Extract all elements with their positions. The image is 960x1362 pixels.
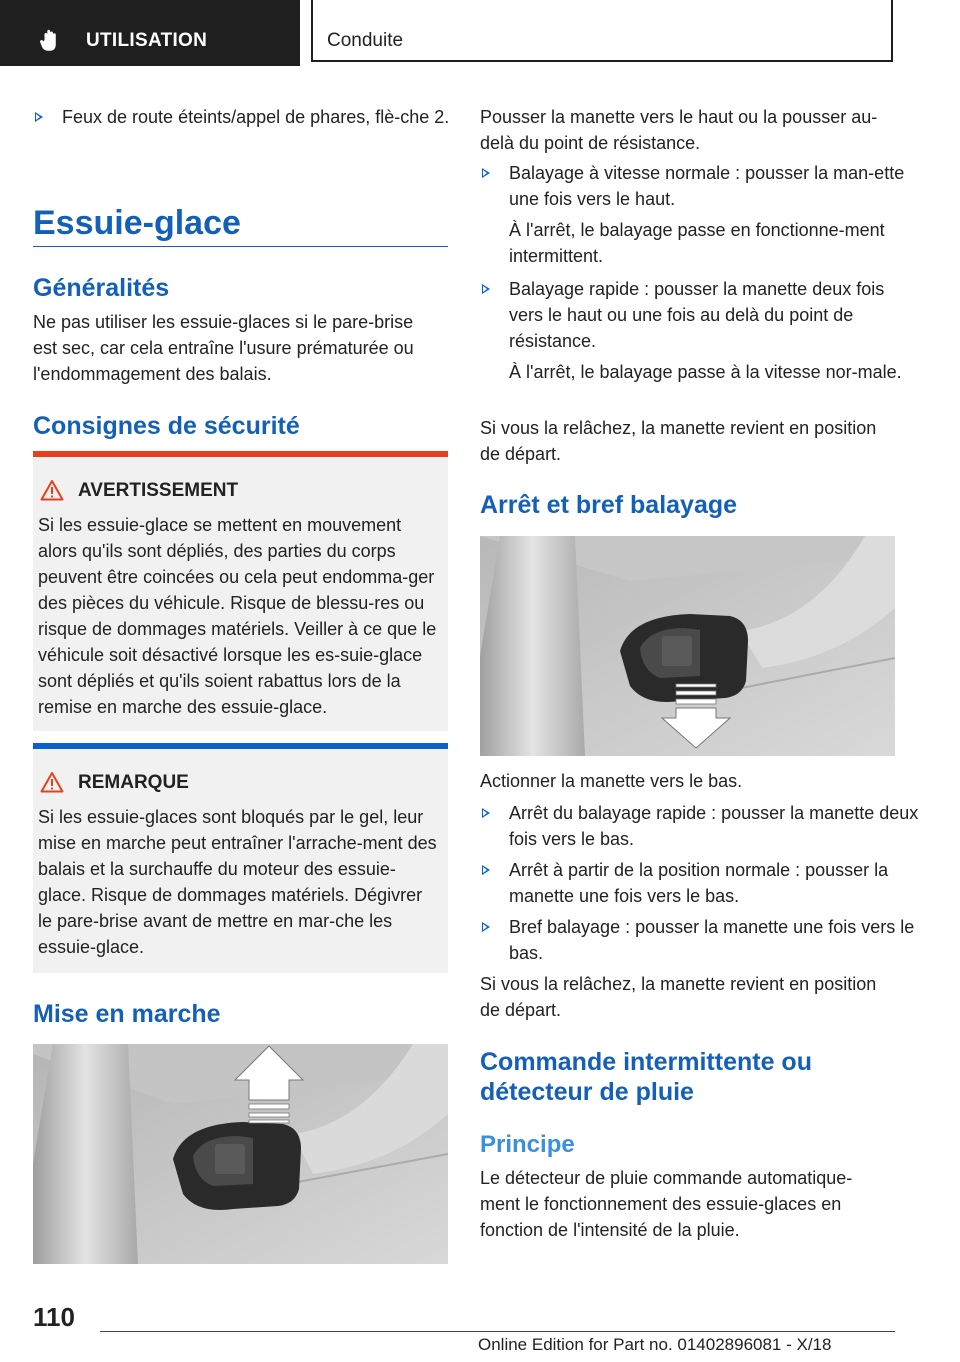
bullet-text: Arrêt du balayage rapide : pousser la manette deux fois vers le bas. xyxy=(509,803,919,849)
general-text: Ne pas utiliser les essuie-glaces si le pare-brise est sec, car cela entraîne l'usure prématurée ou l'endommagement des balais. xyxy=(33,312,414,384)
section-header xyxy=(0,0,300,66)
lever-down-illustration xyxy=(480,536,895,756)
page-number: 110 xyxy=(33,1302,75,1332)
bullet-text: Balayage rapide : pousser la manette deux fois vers le haut ou une fois au delà du point de résistance. xyxy=(509,279,885,351)
note-text: Si les essuie-glaces sont bloqués par le gel, leur mise en marche peut entraîner l'arrache-ment des balais et la surchauffe du moteur des essuie-glace. Risque de dommages matériels. Dégivrer le pare-brise avant de mettre en mar-che les essuie-glace. xyxy=(38,807,437,957)
chapter-label: Conduite xyxy=(327,30,404,51)
bullet-triangle-icon xyxy=(35,112,43,122)
bullet-triangle-icon xyxy=(482,808,490,818)
chapter-title: Essuie-glace xyxy=(33,204,241,242)
warning-triangle-icon xyxy=(40,479,64,501)
wiper-lever-down-image xyxy=(480,536,895,756)
stop-heading: Arrêt et bref balayage xyxy=(480,491,738,519)
bullet-triangle-icon xyxy=(482,168,490,178)
bullet-triangle-icon xyxy=(482,922,490,932)
list-item xyxy=(480,276,919,354)
warning-triangle-icon xyxy=(40,771,64,793)
general-heading: Généralités xyxy=(33,274,170,302)
note-title: REMARQUE xyxy=(78,772,189,793)
list-item xyxy=(480,800,925,852)
list-item xyxy=(480,914,925,966)
list-item xyxy=(480,160,919,212)
footer-rule xyxy=(100,1331,895,1332)
release-text: Si vous la relâchez, la manette revient en position de départ. xyxy=(480,418,877,464)
bullet-text: Arrêt à partir de la position normale : pousser la manette une fois vers le bas. xyxy=(509,860,889,906)
warning-text: Si les essuie-glace se mettent en mouvement alors qu'ils sont dépliés, des parties du corps peuvent être coincées ou cela peut endomma-ger des pièces du véhicule. Risque de blessu-res ou risque de dommages matériels. Veiller à ce que le véhicule soit désactivé lorsque les es-suie-glace sont dépliés et qu'ils soient rabattus lors de la remise en marche des essuie-glace. xyxy=(38,515,437,717)
warning-bar xyxy=(33,451,448,457)
release-text: Si vous la relâchez, la manette revient en position de départ. xyxy=(480,974,877,1020)
chapter-tab xyxy=(311,0,893,62)
bullet-text: Feux de route éteints/appel de phares, flè-che 2. xyxy=(62,107,450,127)
hand-pointer-icon xyxy=(38,28,64,54)
chapter-rule xyxy=(33,246,448,247)
section-label: UTILISATION xyxy=(86,30,208,51)
principle-heading: Principe xyxy=(480,1131,575,1158)
switch-on-heading: Mise en marche xyxy=(33,1000,221,1028)
down-text: Actionner la manette vers le bas. xyxy=(480,771,743,791)
footer-edition: Online Edition for Part no. 01402896081 - X/18 xyxy=(478,1335,832,1354)
list-item xyxy=(480,857,925,909)
bullet-triangle-icon xyxy=(482,865,490,875)
note-bar xyxy=(33,743,448,749)
safety-heading: Consignes de sécurité xyxy=(33,412,300,440)
intermittent-heading: Commande intermittente ou détecteur de pluie xyxy=(480,1048,812,1106)
warning-title: AVERTISSEMENT xyxy=(78,480,239,501)
bullet-text: Balayage à vitesse normale : pousser la man-ette une fois vers le haut. xyxy=(509,163,905,209)
warning-box xyxy=(33,451,448,731)
bullet-subtext: À l'arrêt, le balayage passe à la vitesse nor-male. xyxy=(509,362,902,382)
push-text: Pousser la manette vers le haut ou la pousser au-delà du point de résistance. xyxy=(480,107,878,153)
lever-up-illustration xyxy=(33,1044,448,1264)
bullet-subtext: À l'arrêt, le balayage passe en fonctionne-ment intermittent. xyxy=(509,220,885,266)
note-box xyxy=(33,743,448,973)
wiper-lever-up-image xyxy=(33,1044,448,1264)
list-item xyxy=(33,104,454,130)
principle-text: Le détecteur de pluie commande automatique-ment le fonctionnement des essuie-glaces en fonction de l'intensité de la pluie. xyxy=(480,1168,853,1240)
bullet-triangle-icon xyxy=(482,284,490,294)
bullet-text: Bref balayage : pousser la manette une fois vers le bas. xyxy=(509,917,915,963)
